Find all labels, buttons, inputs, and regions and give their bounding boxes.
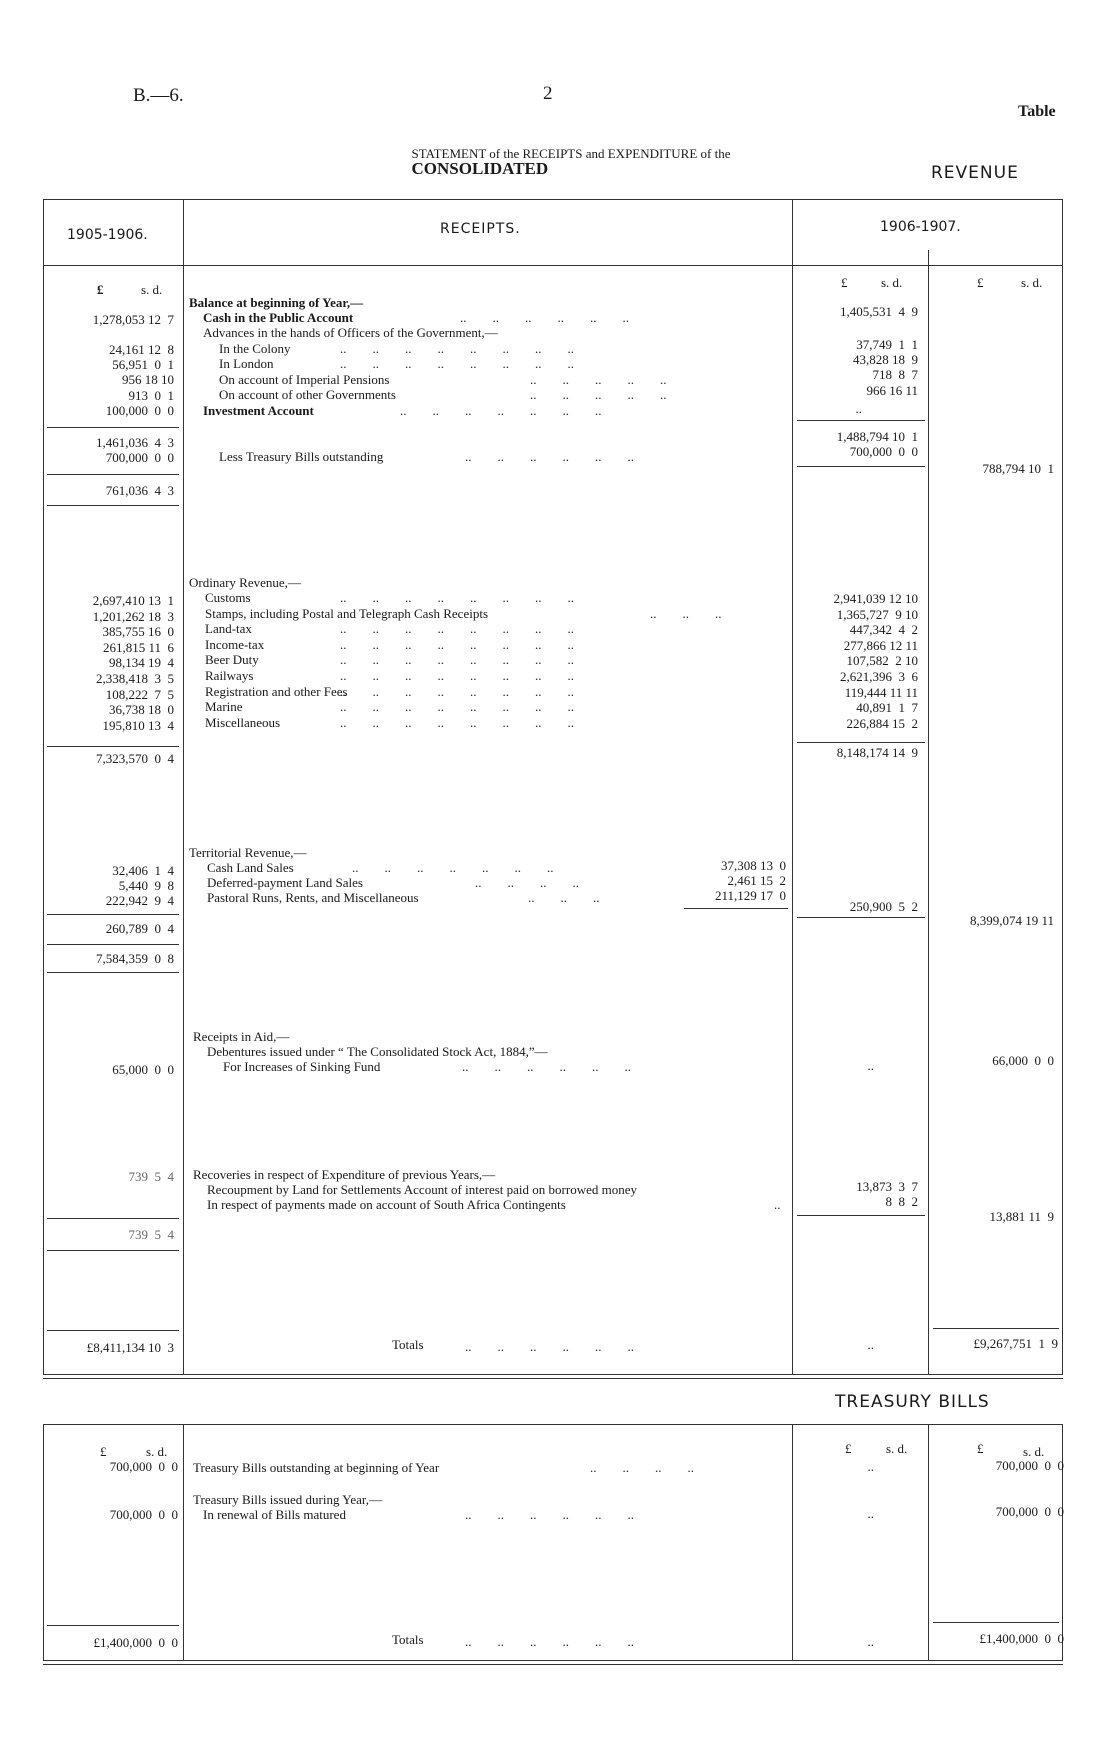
statement-prefix: STATEMENT of the RECEIPTS and EXPENDITURE of the xyxy=(411,146,731,161)
territorial-label: Cash Land Sales xyxy=(207,860,294,875)
recoveries-line1: Recoupment by Land for Settlements Account of interest paid on borrowed money xyxy=(207,1182,637,1197)
pound-cur: £ xyxy=(841,275,848,290)
ordinary-label: Customs xyxy=(205,590,251,605)
col-rule-4 xyxy=(928,250,929,1374)
territorial-cur-grand: 8,399,074 19 11 xyxy=(969,913,1054,928)
ordinary-prev: 1,201,262 18 3 xyxy=(92,608,174,624)
ordinary-prev: 261,815 11 6 xyxy=(102,639,174,655)
ordinary-label: Marine xyxy=(205,699,243,715)
ordinary-prev: 385,755 16 0 xyxy=(102,624,174,640)
ordinary-cur: 277,866 12 11 xyxy=(843,637,918,653)
rule xyxy=(47,1218,179,1219)
balance-heading: Balance at beginning of Year,— xyxy=(189,295,364,310)
territorial-inner: 37,308 13 0 xyxy=(721,858,786,873)
territorial-heading: Territorial Revenue,— xyxy=(189,845,307,860)
leader-dots: .. .. .. .. .. .. .. .. xyxy=(340,590,574,605)
tb-prev2: 700,000 0 0 xyxy=(109,1507,178,1522)
ordinary-label: Miscellaneous xyxy=(205,714,281,730)
leader-dots: .. xyxy=(774,1197,781,1212)
tb-pound-cur: £ xyxy=(845,1441,852,1456)
leader-dots: .. .. .. .. .. .. xyxy=(465,1634,634,1649)
col-prev-year: 1905-1906. xyxy=(67,227,148,243)
ordinary-cur: 107,582 2 10 xyxy=(846,653,918,669)
header-bottom-rule xyxy=(43,265,1063,266)
balance-colony: In the Colony xyxy=(219,341,291,356)
rule xyxy=(933,1328,1059,1329)
tb-mid2: .. xyxy=(867,1506,874,1521)
treasury-bottom-rule-2 xyxy=(43,1664,1063,1665)
balance-advances: Advances in the hands of Officers of the Government,— xyxy=(203,325,498,340)
rule xyxy=(684,908,788,909)
rule xyxy=(47,1250,179,1251)
ordinary-prev: 2,338,418 3 5 xyxy=(96,671,174,686)
leader-dots: .. .. .. xyxy=(528,890,600,905)
leader-dots: .. .. .. .. .. .. .. xyxy=(400,403,602,418)
rule xyxy=(797,420,925,421)
ordinary-label: Income-tax xyxy=(205,636,265,652)
balance-prev-total: 761,036 4 3 xyxy=(105,483,174,498)
table-bottom-rule-2 xyxy=(43,1378,1063,1379)
table-bottom-rule xyxy=(43,1374,1063,1375)
tb-prev1: 700,000 0 0 xyxy=(109,1459,178,1474)
rule xyxy=(797,917,925,918)
table-top-rule xyxy=(43,199,1063,200)
ordinary-cur: 2,621,396 3 6 xyxy=(840,669,918,684)
leader-dots: .. .. .. .. xyxy=(590,1460,694,1475)
balance-cur-cash: 1,405,531 4 9 xyxy=(840,304,918,319)
recoveries-cur2: 8 8 2 xyxy=(885,1194,918,1209)
balance-prev-colony: 24,161 12 8 xyxy=(109,342,174,357)
tb-sd-cur: s. d. xyxy=(886,1441,908,1456)
sd-cur: s. d. xyxy=(881,275,903,290)
leader-dots: .. .. .. .. .. xyxy=(530,372,667,387)
tb-mid3: .. xyxy=(867,1634,874,1649)
ordinary-label: Beer Duty xyxy=(205,652,259,668)
balance-prev-subtotal: 1,461,036 4 3 xyxy=(96,435,174,450)
aid-line2: For Increases of Sinking Fund xyxy=(223,1059,381,1074)
tb-line3: In renewal of Bills matured xyxy=(203,1507,346,1522)
territorial-prev-total: 260,789 0 4 xyxy=(105,921,174,936)
leader-dots: .. .. .. .. xyxy=(475,875,579,890)
balance-cur-bills: 700,000 0 0 xyxy=(849,444,918,459)
treasury-bottom-rule xyxy=(43,1660,1063,1661)
ordinary-prev-total: 7,323,570 0 4 xyxy=(96,751,174,766)
territorial-inner: 211,129 17 0 xyxy=(714,888,786,903)
balance-cur-london: 43,828 18 9 xyxy=(853,352,918,367)
revenue-heading: REVENUE xyxy=(931,163,1019,183)
rule xyxy=(797,742,925,743)
balance-cur-investment: .. xyxy=(855,401,862,416)
tb-pound-total: £ xyxy=(977,1441,984,1456)
tb-cur-total: £1,400,000 0 0 xyxy=(979,1631,1064,1646)
balance-prev-cash: 1,278,053 12 7 xyxy=(92,312,174,327)
treasury-title: TREASURY BILLS xyxy=(835,1392,990,1412)
tb-prev-total: £1,400,000 0 0 xyxy=(93,1635,178,1650)
totals-cur-mid: .. xyxy=(867,1337,874,1352)
ordinary-cur: 2,941,039 12 10 xyxy=(833,591,918,606)
treasury-top-rule xyxy=(43,1424,1063,1425)
tb-mid1: .. xyxy=(867,1459,874,1474)
leader-dots: .. .. .. xyxy=(650,605,722,621)
tb-cur1: 700,000 0 0 xyxy=(995,1458,1064,1473)
leader-dots: .. .. .. .. .. .. xyxy=(460,310,629,325)
recoveries-cur1: 13,873 3 7 xyxy=(856,1179,918,1194)
territorial-cur-total: 250,900 5 2 xyxy=(849,899,918,914)
balance-investment: Investment Account xyxy=(203,403,314,418)
tb-sd-prev: s. d. xyxy=(146,1444,168,1459)
rule xyxy=(933,1622,1059,1623)
ordinary-cur: 1,365,727 9 10 xyxy=(836,606,918,622)
aid-cur: 66,000 0 0 xyxy=(992,1053,1054,1068)
statement-bold: CONSOLIDATED xyxy=(411,159,549,178)
leader-dots: .. .. .. .. .. .. .. .. xyxy=(340,699,574,715)
balance-other-gov: On account of other Governments xyxy=(219,387,396,402)
rule xyxy=(47,746,179,747)
col-rule-3 xyxy=(792,199,793,1374)
balance-prev-bills: 700,000 0 0 xyxy=(105,450,174,465)
leader-dots: .. .. .. .. .. .. xyxy=(465,1339,634,1354)
tb-pound-prev: £ xyxy=(100,1444,107,1459)
balance-cur-other: 966 16 11 xyxy=(866,383,918,398)
leader-dots: .. .. .. .. .. .. .. .. xyxy=(340,621,574,637)
balance-imperial: On account of Imperial Pensions xyxy=(219,372,390,387)
balance-cur-imperial: 718 8 7 xyxy=(872,367,918,382)
territorial-label: Pastoral Runs, Rents, and Miscellaneous xyxy=(207,890,419,905)
col-rule xyxy=(183,1424,184,1661)
recoveries-line2: In respect of payments made on account of South Africa Contingents xyxy=(207,1197,566,1212)
aid-cur-mid: .. xyxy=(867,1058,874,1073)
balance-prev-investment: 100,000 0 0 xyxy=(105,403,174,418)
territorial-prev: 32,406 1 4 xyxy=(112,863,174,878)
ordinary-cur: 226,884 15 2 xyxy=(846,715,918,731)
page-number: 2 xyxy=(543,83,553,104)
ordinary-label: Land-tax xyxy=(205,621,252,637)
col-rule xyxy=(928,1424,929,1661)
table-label: Table xyxy=(1018,103,1056,120)
tb-line1: Treasury Bills outstanding at beginning of Year xyxy=(193,1460,440,1475)
rule xyxy=(47,972,179,973)
territorial-inner: 2,461 15 2 xyxy=(727,873,786,888)
balance-cur-subtotal: 1,488,794 10 1 xyxy=(836,429,918,444)
balance-london: In London xyxy=(219,356,274,371)
leader-dots: .. .. .. .. .. .. .. .. xyxy=(340,714,574,730)
col-rule-2 xyxy=(183,199,184,1374)
rule xyxy=(47,1625,179,1626)
aid-prev: 65,000 0 0 xyxy=(112,1062,174,1077)
pound-total: £ xyxy=(977,275,984,290)
totals-label: Totals xyxy=(392,1337,424,1352)
ordinary-prev: 195,810 13 4 xyxy=(102,717,174,733)
rule xyxy=(47,1330,179,1331)
rule xyxy=(797,1215,925,1216)
recoveries-prev: 739 5 4 xyxy=(128,1169,174,1184)
balance-less-bills: Less Treasury Bills outstanding xyxy=(219,449,384,464)
sd-prev: s. d. xyxy=(141,282,163,297)
statement-title xyxy=(405,134,731,177)
recoveries-heading: Recoveries in respect of Expenditure of previous Years,— xyxy=(193,1167,496,1182)
ordinary-label: Stamps, including Postal and Telegraph Cash Receipts xyxy=(205,605,489,621)
balance-prev-other: 913 0 1 xyxy=(128,388,174,403)
col-rule-1 xyxy=(43,199,44,1374)
territorial-prev: 5,440 9 8 xyxy=(118,878,174,893)
ordinary-prev: 98,134 19 4 xyxy=(109,655,174,671)
balance-cur-colony: 37,749 1 1 xyxy=(856,337,918,352)
rule xyxy=(47,914,179,915)
leader-dots: .. .. .. .. .. .. .. xyxy=(352,860,554,875)
ordinary-prev: 36,738 18 0 xyxy=(109,702,174,718)
tb-cur2: 700,000 0 0 xyxy=(995,1504,1064,1519)
leader-dots: .. .. .. .. .. .. .. .. xyxy=(340,668,574,683)
balance-prev-imperial: 956 18 10 xyxy=(122,372,174,387)
ordinary-label: Registration and other Fees xyxy=(205,683,348,699)
col-rule-5 xyxy=(1062,199,1063,1374)
leader-dots: .. .. .. .. .. .. .. .. xyxy=(340,341,574,356)
sd-total: s. d. xyxy=(1021,275,1043,290)
rule xyxy=(47,427,179,428)
territorial-label: Deferred-payment Land Sales xyxy=(207,875,363,890)
rule xyxy=(47,944,179,945)
tb-sd-total: s. d. xyxy=(1023,1444,1045,1459)
leader-dots: .. .. .. .. .. .. xyxy=(465,449,634,464)
ordinary-label: Railways xyxy=(205,668,254,683)
aid-line1: Debentures issued under “ The Consolidated Stock Act, 1884,”— xyxy=(207,1044,548,1059)
leader-dots: .. .. .. .. .. .. xyxy=(462,1059,631,1074)
page-ref: B.—6. xyxy=(133,85,184,106)
ordinary-cur: 40,891 1 7 xyxy=(856,700,918,716)
ordinary-prev: 2,697,410 13 1 xyxy=(92,593,174,608)
totals-cur: £9,267,751 1 9 xyxy=(973,1336,1058,1351)
territorial-prev: 222,942 9 4 xyxy=(105,893,174,908)
aid-heading: Receipts in Aid,— xyxy=(193,1029,290,1044)
tb-line2: Treasury Bills issued during Year,— xyxy=(193,1492,382,1507)
balance-prev-london: 56,951 0 1 xyxy=(112,357,174,372)
balance-cur-total: 788,794 10 1 xyxy=(982,461,1054,476)
leader-dots: .. .. .. .. .. .. .. .. xyxy=(340,636,574,652)
recoveries-cur-total: 13,881 11 9 xyxy=(989,1209,1054,1224)
ordinary-cur: 119,444 11 11 xyxy=(844,684,918,700)
leader-dots: .. .. .. .. .. xyxy=(530,387,667,402)
leader-dots: .. .. .. .. .. .. .. .. xyxy=(340,356,574,371)
ordinary-cur-total: 8,148,174 14 9 xyxy=(836,745,918,760)
pound-prev: £ xyxy=(97,282,104,297)
rule xyxy=(47,505,179,506)
territorial-prev-grand: 7,584,359 0 8 xyxy=(96,951,174,966)
leader-dots: .. .. .. .. .. .. .. .. xyxy=(340,652,574,668)
balance-cash: Cash in the Public Account xyxy=(203,310,354,325)
col-cur-year: 1906-1907. xyxy=(880,219,961,235)
ordinary-prev: 108,222 7 5 xyxy=(105,686,174,702)
leader-dots: .. .. .. .. .. .. .. .. xyxy=(340,683,574,699)
leader-dots: .. .. .. .. .. .. xyxy=(465,1507,634,1522)
ordinary-cur: 447,342 4 2 xyxy=(849,622,918,638)
col-receipts: RECEIPTS. xyxy=(440,221,521,237)
rule xyxy=(47,474,179,475)
ordinary-heading: Ordinary Revenue,— xyxy=(189,575,301,590)
totals-prev: £8,411,134 10 3 xyxy=(86,1340,174,1355)
tb-totals-label: Totals xyxy=(392,1632,424,1647)
col-rule xyxy=(43,1424,44,1661)
col-rule xyxy=(792,1424,793,1661)
rule xyxy=(797,466,925,467)
recoveries-prev-total: 739 5 4 xyxy=(128,1227,174,1242)
